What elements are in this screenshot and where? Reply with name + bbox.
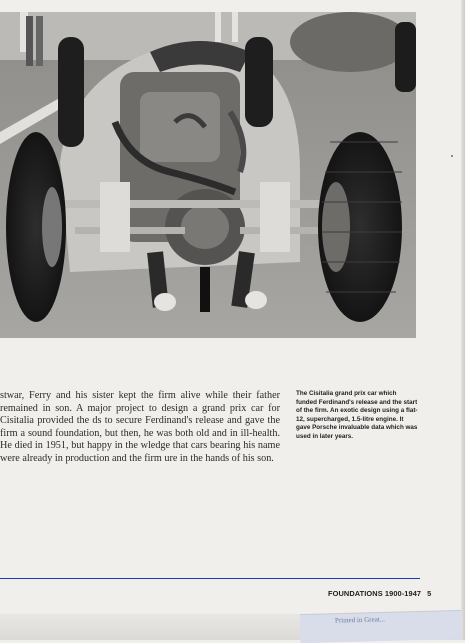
page-number: 5 bbox=[427, 589, 432, 598]
photo-caption: The Cisitalia grand prix car which funded Ferdinand's release and the start of the firm. An exotic design using a flat-12, supercharged, 1.5-litre engine. It gave Porsche invaluable data which was used in later years. bbox=[296, 390, 418, 440]
margin-speck bbox=[451, 155, 453, 157]
page-edge bbox=[461, 0, 465, 640]
footer-rule bbox=[0, 578, 420, 579]
slip-print-text: Printed in Great... bbox=[334, 615, 386, 625]
footer-section-title: FOUNDATIONS 1900-1947 bbox=[328, 589, 422, 598]
body-paragraph: stwar, Ferry and his sister kept the firm alive while their father remained in son. A major project to design a grand prix car for Cisitalia provided the ds to secure Ferdinand's release and gave the firm a sound foundation, but then, he was both old and in ill-health. He died in 1951, but happy in the wledge that cars bearing his name were already in production and the firm ure in the hands of his son. bbox=[0, 390, 280, 464]
cisitalia-car-photo bbox=[0, 12, 416, 338]
page-footer bbox=[328, 589, 431, 598]
